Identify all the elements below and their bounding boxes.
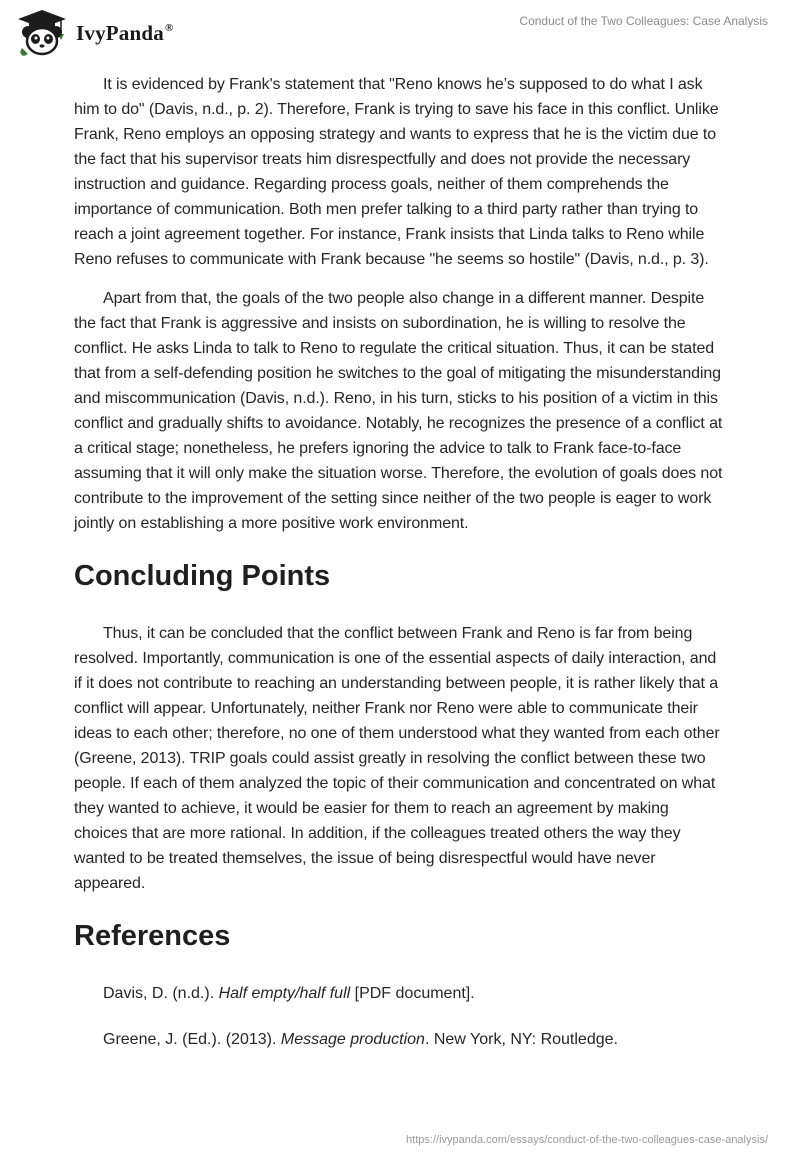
reference-item: Davis, D. (n.d.). Half empty/half full [PDF document].: [103, 985, 475, 1002]
section-heading-concluding: Concluding Points: [74, 560, 331, 592]
section-heading-references: References: [74, 920, 231, 952]
document-title: Conduct of the Two Colleagues: Case Analysis: [519, 14, 768, 28]
essay-content: [74, 72, 724, 1073]
paragraph: It is evidenced by Frank's statement that "Reno knows he’s supposed to do what I ask him to do" (Davis, n.d., p. 2). Therefore, Frank is trying to save his face in this conflict. Unlike Frank, Reno employs an opposing strategy and wants to express that he is the victim due to the fact that his supervisor treats him disrespectfully and does not provide the necessary instruction and guidance. Regarding process goals, neither of them comprehends the importance of communication. Both men prefer talking to a third party rather than trying to reach a joint agreement together. For instance, Frank insists that Linda talks to Reno while Reno refuses to communicate with Frank because "he seems so hostile" (Davis, n.d., p. 3).: [74, 76, 719, 268]
site-logo[interactable]: [14, 8, 173, 58]
brand-name: IvyPanda®: [76, 20, 174, 45]
source-url[interactable]: https://ivypanda.com/essays/conduct-of-the-two-colleagues-case-analysis/: [406, 1134, 768, 1146]
paragraph: Apart from that, the goals of the two people also change in a different manner. Despite the fact that Frank is aggressive and insists on subordination, he is willing to resolve the conflict. He asks Linda to talk to Reno to regulate the critical situation. Thus, it can be stated that from a self-defending position he switches to the goal of mitigating the misunderstanding and miscommunication (Davis, n.d.). Reno, in his turn, sticks to his position of a victim in this conflict and gradually shifts to avoidance. Notably, he recognizes the presence of a conflict at a critical stage; nonetheless, he prefers ignoring the advice to talk to Frank face-to-face assuming that it will only make the situation worse. Therefore, the evolution of goals does not contribute to the improvement of the setting since neither of the two people is eager to work jointly on establishing a more positive work environment.: [74, 290, 723, 532]
reference-item: Greene, J. (Ed.). (2013). Message production. New York, NY: Routledge.: [103, 1031, 618, 1048]
paragraph: Thus, it can be concluded that the conflict between Frank and Reno is far from being resolved. Importantly, communication is one of the essential aspects of daily interaction, and if it does not contribute to reaching an understanding between people, it is rather likely that a conflict will appear. Unfortunately, neither Frank nor Reno were able to communicate their ideas to each other; therefore, no one of them understood what they wanted from each other (Greene, 2013). TRIP goals could assist greatly in resolving the conflict between these two people. If each of them analyzed the topic of their communication and concentrated on what they wanted to achieve, it would be easier for them to reach an agreement by making choices that are more rational. In addition, if the colleagues treated others the way they wanted to be treated themselves, the issue of being disrespectful would have never appeared.: [74, 625, 720, 892]
panda-graduate-icon: [14, 8, 70, 58]
